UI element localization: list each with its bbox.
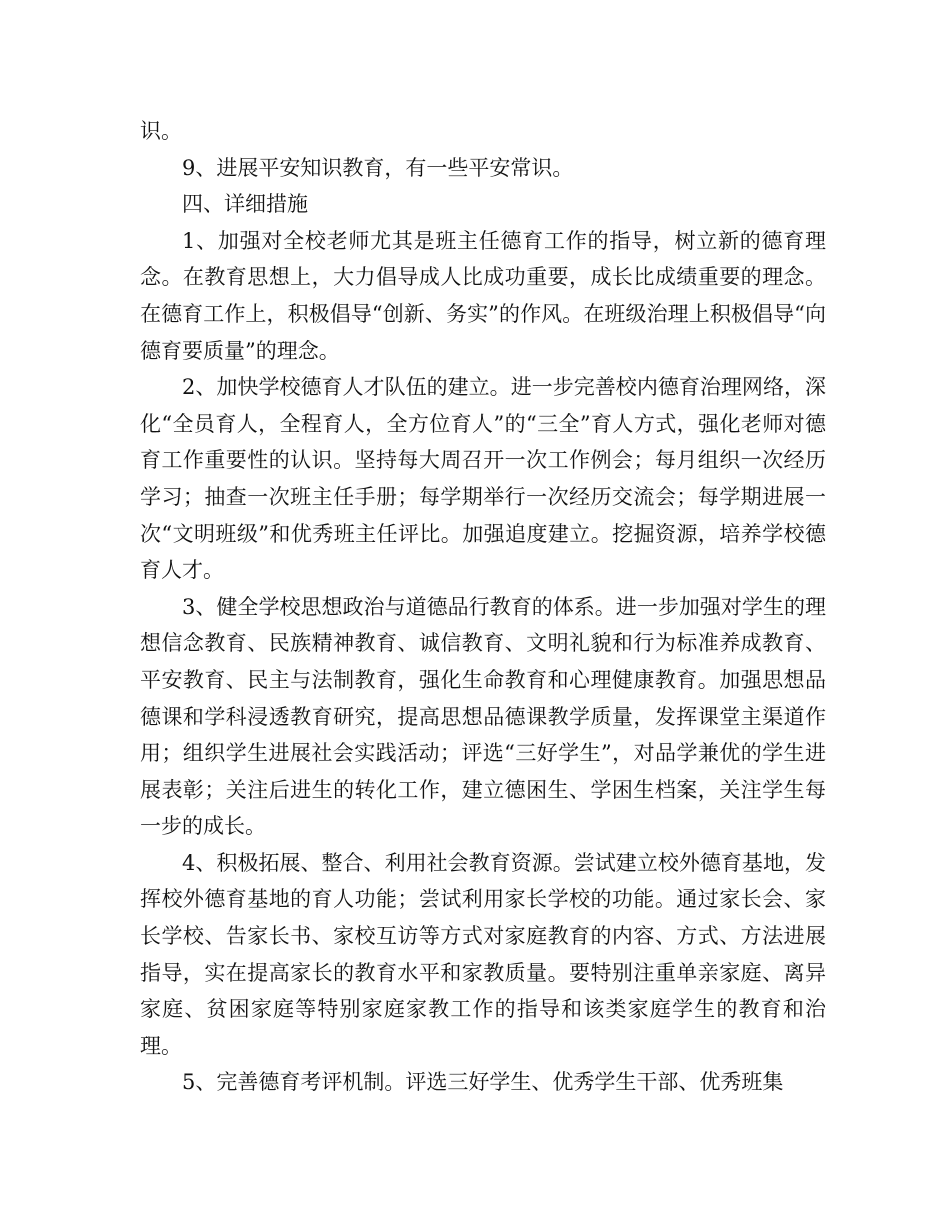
- section-heading: 四、详细措施: [182, 192, 308, 217]
- paragraph-continuation: 识。: [140, 119, 182, 143]
- paragraph-measure-5: 5、完善德育考评机制。评选三好学生、优秀学生干部、优秀班集: [182, 1070, 784, 1095]
- paragraph-measure-1: 1、加强对全校老师尤其是班主任德育工作的指导，树立新的德育理念。在教育思想上，大力倡导成人比成功重要，成长比成绩重要的理念。在德育工作上，积极倡导“创新、务实”的作风。在班级治理上积极倡导“向德育要质量”的理念。: [140, 228, 826, 363]
- paragraph-measure-3: 3、健全学校思想政治与道德品行教育的体系。进一步加强对学生的理想信念教育、民族精神教育、诚信教育、文明礼貌和行为标准养成教育、平安教育、民主与法制教育，强化生命教育和心理健康教育。加强思想品德课和学科浸透教育研究，提高思想品德课教学质量，发挥课堂主渠道作用；组织学生进展社会实践活动；评选“三好学生”，对品学兼优的学生进展表彰；关注后进生的转化工作，建立德困生、学困生档案，关注学生每一步的成长。: [140, 594, 826, 839]
- document-body: [140, 113, 826, 1101]
- paragraph-measure-2: 2、加快学校德育人才队伍的建立。进一步完善校内德育治理网络，深化“全员育人，全程育人，全方位育人”的“三全”育人方式，强化老师对德育工作重要性的认识。坚持每大周召开一次工作例会；每月组织一次经历学习；抽查一次班主任手册；每学期举行一次经历交流会；每学期进展一次“文明班级”和优秀班主任评比。加强追度建立。挖掘资源，培养学校德育人才。: [140, 375, 826, 583]
- paragraph-measure-4: 4、积极拓展、整合、利用社会教育资源。尝试建立校外德育基地，发挥校外德育基地的育人功能；尝试利用家长学校的功能。通过家长会、家长学校、告家长书、家校互访等方式对家庭教育的内容、方式、方法进展指导，实在提高家长的教育水平和家教质量。要特别注重单亲家庭、离异家庭、贫困家庭等特别家庭家教工作的指导和该类家庭学生的教育和治理。: [140, 850, 826, 1058]
- paragraph-item-9: 9、进展平安知识教育，有一些平安常识。: [182, 155, 574, 180]
